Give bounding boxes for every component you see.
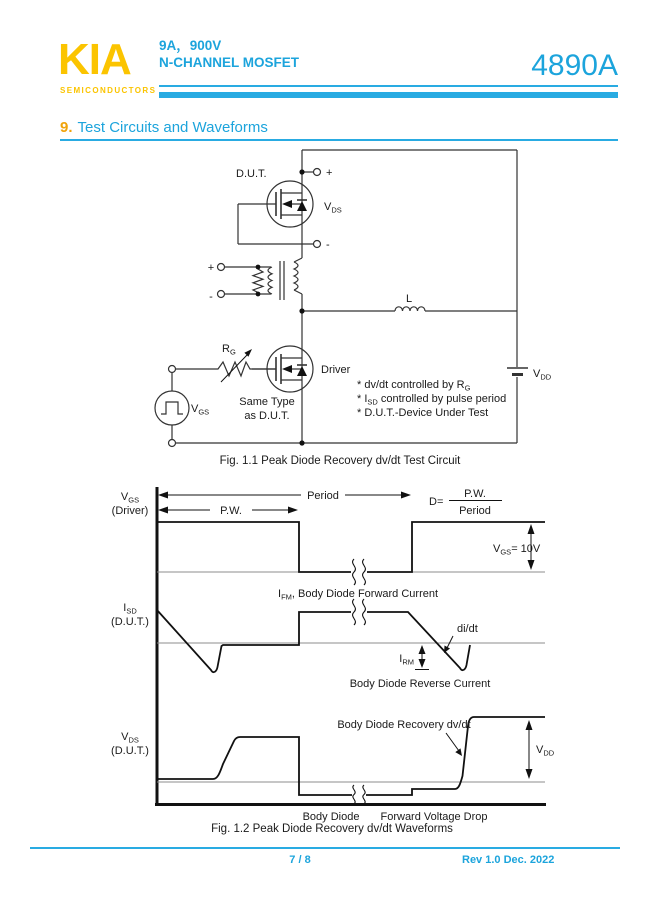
minus-terminal: [314, 241, 321, 248]
fig2-caption: Fig. 1.2 Peak Diode Recovery dv/dt Waveforms: [211, 823, 453, 835]
note-1: * dv/dt controlled by $R_G$: [357, 379, 471, 393]
fig1-caption: Fig. 1.1 Peak Diode Recovery dv/dt Test Circuit: [219, 455, 461, 467]
pulse-glyph: [161, 402, 183, 414]
same-type-line2: as D.U.T.: [244, 410, 290, 422]
page-number: 7 / 8: [289, 854, 311, 866]
ifm-label: $I_{FM}$, Body Diode Forward Current: [278, 588, 439, 602]
rg-label: $R_G$: [222, 343, 236, 357]
reverse-current-label: Body Diode Reverse Current: [349, 678, 491, 690]
driver-label: Driver: [321, 364, 351, 376]
vds-label: $V_{DS}$: [324, 201, 342, 215]
vgs-waveform: [112, 488, 545, 585]
plus-terminal: [314, 169, 321, 176]
variable-resistor-rg: [176, 343, 276, 382]
inductor: [302, 293, 517, 311]
vdd-arrow-label: $V_{DD}$: [536, 744, 555, 758]
vds-waveform: [111, 717, 555, 823]
spec-rating: 9A，900V: [159, 38, 222, 53]
part-number: 4890A: [531, 49, 618, 82]
recovery-label: Body Diode Recovery dv/dt: [337, 719, 471, 731]
vds-axis-label: $V_{DS}$: [121, 731, 139, 745]
core-lines: [280, 261, 284, 300]
note-3: * D.U.T.-Device Under Test: [357, 407, 489, 419]
revision-label: Rev 1.0 Dec. 2022: [462, 854, 555, 866]
kia-logo: KIA: [58, 35, 131, 84]
dut-label: D.U.T.: [236, 168, 267, 180]
minus-sign: -: [326, 239, 330, 251]
inductor-label: L: [405, 293, 413, 305]
waveform-diagram: [111, 487, 555, 835]
pulse-source-vgs: [155, 366, 209, 447]
plus-sign: +: [326, 167, 333, 179]
primary-coil: [268, 267, 272, 294]
vds-axis-label2: (D.U.T.): [111, 745, 149, 757]
vgs-axis-label2: (Driver): [111, 505, 149, 517]
period-label: Period: [307, 490, 339, 502]
note-2: * $I_{SD}$ controlled by pulse period: [357, 393, 507, 407]
duty-denominator: Period: [459, 505, 491, 517]
same-type-line1: Same Type: [239, 396, 295, 408]
vgs-axis-label: $V_{GS}$: [120, 491, 140, 505]
xfmr-minus: -: [209, 291, 213, 303]
duty-numerator: P.W.: [464, 488, 486, 500]
test-circuit-diagram: [155, 150, 552, 467]
irm-label: $I_{RM}$: [399, 653, 414, 667]
section-title: Test Circuits and Waveforms: [77, 119, 268, 136]
footer-rule: [30, 847, 620, 849]
secondary-coil: [294, 262, 298, 290]
didt-label: di/dt: [457, 623, 478, 635]
vdd-label: $V_{DD}$: [533, 368, 552, 382]
isd-waveform: [111, 588, 545, 690]
isd-axis-label: $I_{SD}$: [123, 602, 137, 616]
gate-transformer: [208, 258, 302, 303]
body-diode-label: Body Diode: [302, 811, 360, 823]
section-number: 9.: [60, 119, 73, 136]
logo-subtitle: SEMICONDUCTORS: [60, 86, 157, 95]
vgs-source-label: $V_{GS}$: [191, 403, 210, 417]
vgs10-label: $V_{GS}= 10V$: [493, 543, 541, 557]
xfmr-plus: +: [207, 262, 215, 274]
pw-label: P.W.: [220, 505, 242, 517]
battery-vdd: [507, 368, 552, 382]
spec-device: N-CHANNEL MOSFET: [159, 55, 299, 70]
duty-lhs: D=: [429, 496, 444, 508]
fwd-drop-label: Forward Voltage Drop: [380, 811, 488, 823]
isd-axis-label2: (D.U.T.): [111, 616, 149, 628]
damping-resistor: [253, 267, 263, 294]
